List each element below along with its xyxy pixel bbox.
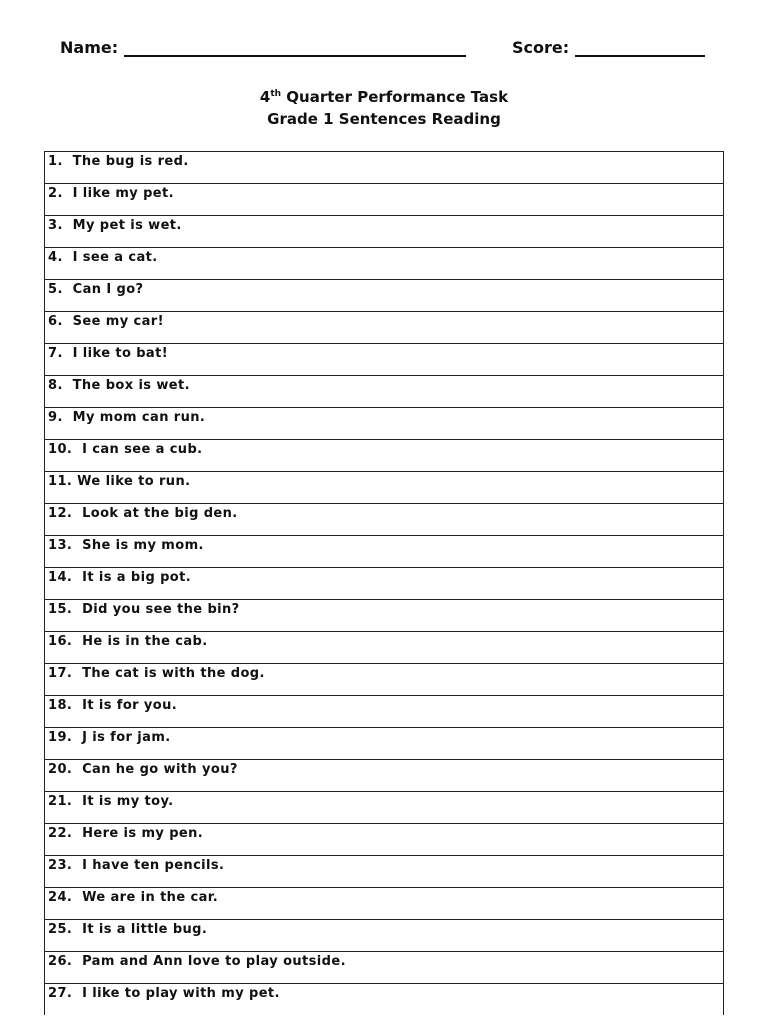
- table-row: [45, 984, 724, 1016]
- header-line: [60, 38, 712, 66]
- table-row: [45, 536, 724, 568]
- table-row: [45, 824, 724, 856]
- name-blank-line[interactable]: [124, 39, 466, 57]
- table-row: [45, 600, 724, 632]
- sentence-cell: 25. It is a little bug.: [45, 920, 724, 952]
- sentence-cell: 19. J is for jam.: [45, 728, 724, 760]
- score-blank-line[interactable]: [575, 39, 705, 57]
- sentence-cell: 27. I like to play with my pet.: [45, 984, 724, 1016]
- sentence-cell: 14. It is a big pot.: [45, 568, 724, 600]
- table-row: [45, 888, 724, 920]
- sentence-cell: 23. I have ten pencils.: [45, 856, 724, 888]
- sentence-cell: 12. Look at the big den.: [45, 504, 724, 536]
- sentence-cell: 2. I like my pet.: [45, 184, 724, 216]
- table-row: [45, 664, 724, 696]
- sentence-cell: 13. She is my mom.: [45, 536, 724, 568]
- sentence-cell: 3. My pet is wet.: [45, 216, 724, 248]
- sentence-cell: 10. I can see a cub.: [45, 440, 724, 472]
- sentence-cell: 8. The box is wet.: [45, 376, 724, 408]
- table-row: [45, 344, 724, 376]
- table-row: [45, 504, 724, 536]
- sentence-cell: 15. Did you see the bin?: [45, 600, 724, 632]
- sentence-cell: 21. It is my toy.: [45, 792, 724, 824]
- sentence-cell: 9. My mom can run.: [45, 408, 724, 440]
- sentence-cell: 5. Can I go?: [45, 280, 724, 312]
- title-task: Quarter Performance Task: [281, 88, 509, 106]
- table-row: [45, 472, 724, 504]
- name-label: Name:: [60, 38, 119, 57]
- score-field: [512, 38, 705, 57]
- table-row: [45, 312, 724, 344]
- table-row: [45, 376, 724, 408]
- sentence-cell: 20. Can he go with you?: [45, 760, 724, 792]
- table-row: [45, 920, 724, 952]
- table-row: [45, 760, 724, 792]
- title-quarter-number: 4: [259, 88, 271, 106]
- table-row: [45, 952, 724, 984]
- table-row: [45, 728, 724, 760]
- title-ordinal-suffix: th: [270, 89, 282, 99]
- name-field: [60, 38, 466, 57]
- table-row: [45, 696, 724, 728]
- sentences-table: [44, 151, 724, 1015]
- sentence-cell: 26. Pam and Ann love to play outside.: [45, 952, 724, 984]
- table-row: [45, 408, 724, 440]
- sentence-cell: 17. The cat is with the dog.: [45, 664, 724, 696]
- table-row: [45, 248, 724, 280]
- sentence-cell: 24. We are in the car.: [45, 888, 724, 920]
- score-label: Score:: [512, 38, 570, 57]
- sentence-cell: 16. He is in the cab.: [45, 632, 724, 664]
- sentence-cell: 18. It is for you.: [45, 696, 724, 728]
- sentence-cell: 22. Here is my pen.: [45, 824, 724, 856]
- page-title: [0, 86, 768, 130]
- table-row: [45, 440, 724, 472]
- sentence-cell: 6. See my car!: [45, 312, 724, 344]
- table-row: [45, 152, 724, 184]
- table-row: [45, 280, 724, 312]
- table-row: [45, 632, 724, 664]
- table-row: [45, 856, 724, 888]
- title-line-1: [0, 86, 768, 108]
- sentence-cell: 4. I see a cat.: [45, 248, 724, 280]
- table-row: [45, 216, 724, 248]
- title-line-2: Grade 1 Sentences Reading: [267, 110, 501, 128]
- sentence-cell: 7. I like to bat!: [45, 344, 724, 376]
- sentence-cell: 1. The bug is red.: [45, 152, 724, 184]
- table-row: [45, 184, 724, 216]
- table-row: [45, 568, 724, 600]
- sentence-cell: 11. We like to run.: [45, 472, 724, 504]
- table-row: [45, 792, 724, 824]
